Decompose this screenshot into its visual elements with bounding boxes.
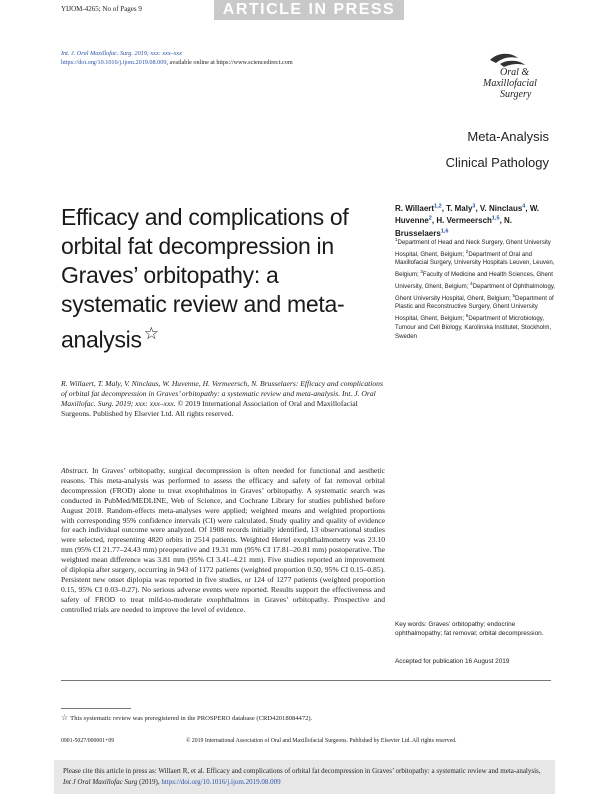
- author: N. Brusselaers$^{1,6}$: [395, 216, 513, 238]
- citation-journal: Int. J. Oral Maxillofac. Surg. 2019; xxx: xxx–xxx.: [61, 388, 376, 408]
- abstract: [61, 466, 385, 615]
- citation-authors: R. Willaert, T. Maly, V. Ninclaus, W. Huvenne, H. Vermeersch, N. Brusselaers:: [61, 379, 299, 388]
- citation-title: Efficacy and complications of orbital fat decompression in Graves’ orbitopathy: a systematic review and meta-analysis.: [61, 379, 383, 398]
- article-title-text: Efficacy and complications of orbital fat decompression in Graves’ orbitopathy: a systematic review and meta-analysis: [61, 204, 349, 353]
- category-meta-analysis: Meta-Analysis: [467, 129, 549, 144]
- affiliation: $^3$Faculty of Medicine and Health Sciences, Ghent University, Ghent, Belgium;: [395, 269, 553, 290]
- divider: [61, 680, 551, 681]
- logo-text-line3: Surgery: [500, 89, 532, 100]
- footnote: [61, 713, 312, 722]
- online-note: , available online at https://www.sciencedirect.com: [166, 58, 293, 66]
- journal-citation-italic: Int. J. Oral Maxillofac. Surg. 2019; xxx: xxx–xxx: [61, 50, 182, 57]
- journal-code: YIJOM-4265; No of Pages 9: [61, 5, 142, 13]
- footnote-star-icon: ☆: [61, 713, 69, 722]
- cite-notice-journal: Int J Oral Maxillofac Surg: [63, 778, 138, 786]
- issn: 0901-5027/000001+09: [61, 738, 115, 744]
- accepted-date: Accepted for publication 16 August 2019: [395, 658, 510, 665]
- citation-rights: © 2019 International Association of Oral and Maxillofacial Surgeons. Published by Elsevier Ltd. All rights reserved.: [61, 398, 358, 418]
- keywords: Key words: Graves’ orbitopathy; endocrine ophthalmopathy; fat removal; orbital decompression.: [395, 621, 544, 637]
- author: W. Huvenne$^2$,: [395, 203, 540, 226]
- cite-notice-doi-link[interactable]: https://doi.org/10.1016/j.ijom.2019.08.009: [161, 778, 281, 786]
- author: R. Willaert$^{1,2}$,: [395, 203, 447, 213]
- author: H. Vermeersch$^{1,5}$,: [436, 215, 505, 226]
- logo-text-line1: Oral &: [500, 67, 530, 78]
- article-in-press-banner: ARTICLE IN PRESS: [214, 0, 404, 20]
- affiliation: $^2$Department of Oral and Maxillofacial Surgery, University Hospitals Leuven, Leuven, Belgium;: [395, 248, 555, 279]
- journal-logo: [470, 50, 555, 102]
- author: V. Ninclaus$^4$,: [479, 203, 530, 213]
- affiliation: $^6$Department of Microbiology, Tumour and Cell Biology, Karolinska Institutet, Stockholm, Sweden: [395, 313, 552, 340]
- copyright: © 2019 International Association of Oral and Maxillofacial Surgeons. Published by Elsevier Ltd. All rights reserved.: [186, 738, 457, 744]
- affiliation: $^5$Department of Plastic and Reconstructive Surgery, Ghent University Hospital, Ghent, Belgium;: [395, 292, 554, 323]
- cite-notice-text: Please cite this article in press as: Willaert R, et al. Efficacy and complications of orbital fat decompression in Graves’ orbitopathy: a systematic review and meta-analysis,: [63, 767, 541, 775]
- author: T. Maly$^3$,: [446, 203, 480, 213]
- affiliations: [395, 236, 557, 341]
- footnote-text: This systematic review was preregistered in the PROSPERO database (CRD42018084472).: [70, 715, 313, 722]
- category-clinical-pathology: Clinical Pathology: [445, 155, 549, 170]
- cite-notice-box: [54, 760, 555, 794]
- cite-notice-year: (2019),: [137, 778, 162, 786]
- author-list: [395, 201, 555, 239]
- abstract-label: Abstract.: [61, 466, 89, 475]
- footnote-divider: [61, 708, 131, 709]
- citation-paragraph: [61, 379, 387, 419]
- affiliation: $^1$Department of Head and Neck Surgery, Ghent University Hospital, Ghent, Belgium;: [395, 237, 551, 258]
- doi-link[interactable]: https://doi.org/10.1016/j.ijom.2019.08.009: [61, 58, 167, 66]
- logo-text-line2: Maxillofacial: [483, 78, 537, 89]
- title-star-icon: ☆: [143, 324, 159, 343]
- article-title: [61, 203, 381, 355]
- journal-citation-header: [61, 50, 293, 67]
- abstract-text: In Graves’ orbitopathy, surgical decompression is often needed for functional and aesthetic reasons. This meta-analysis was performed to assess the efficacy and safety of fat removal orbital decompression (FROD) alone to treat exophthalmos in Graves’ orbitopathy. A systematic search was conducted in PubMed/MEDLINE, Web of Science, and Cochrane Library for studies published before August 2018. Random-effects meta-analyses were applied; weighted means and weighted proportions with corresponding 95% confidence intervals (CI) were calculated. Study quality and quality of evidence for each individual outcome were analyzed. Of 1908 records initially identified, 13 observational studies were selected, representing 4820 orbits in 2514 patients. Weighted Hertel exophthalmometry was 23.10 mm (95% CI 21.77–24.43 mm) preoperative and 19.31 mm (95% CI 17.81–20.81 mm) postoperative. The weighted mean difference was 3.81 mm (95% CI 3.41–4.21 mm). Five studies reported an improvement of diplopia after surgery, occurring in 943 of 1172 patients (weighted proportion 0.50, 95% CI 0.15–0.85). Persistent new onset diplopia was reported in five studies, or 124 of 1277 patients (weighted proportion 0.15, 95% CI 0.03–0.27). No serious adverse events were reported. Results support the effectiveness and safety of FROD to treat mild-to-moderate exophthalmos in Graves’ orbitopathy. Prospective and controlled trials are needed to improve the level of evidence.: [61, 466, 385, 614]
- affiliation: $^4$Department of Ophthalmology, Ghent University Hospital, Ghent, Belgium;: [395, 280, 556, 302]
